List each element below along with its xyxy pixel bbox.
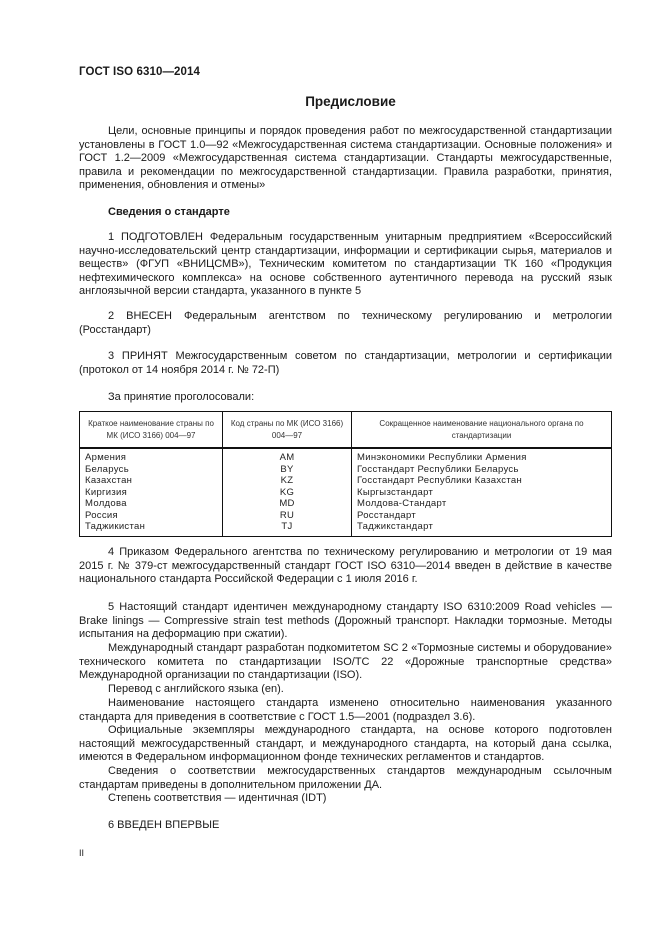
country-code: AM: [223, 448, 352, 464]
table-header-row: [80, 412, 612, 449]
item-6-paragraph: [79, 819, 612, 833]
item-5d-text: Официальные экземпляры международного стандарта, на основе которого подготовлен настоящий межгосударственный стандарт, и международного стандарта, на который дана ссылка, имеются в Федеральном информационном фонде технических регламентов и стандартов.: [79, 724, 612, 764]
vote-label: За принятие проголосовали:: [108, 391, 255, 403]
table-row: [80, 510, 612, 522]
item-5-text: 5 Настоящий стандарт идентичен международному стандарту ISO 6310:2009 Road vehicles — Brake linings — Compressive strain test methods (Дорожный транспорт. Накладки тормозные. Методы испытания на деформацию при сжатии).: [79, 601, 612, 641]
country-code: BY: [223, 464, 352, 476]
item-5a-text: Международный стандарт разработан подкомитетом SC 2 «Тормозные системы и оборудование» технического комитета по стандартизации ISO/TC 22 «Дорожные транспортные средства» Международной организации по стандартизации (ISO).: [79, 642, 612, 682]
table-row: [80, 448, 612, 464]
country-code: TJ: [223, 521, 352, 536]
intro-paragraph: [79, 125, 612, 193]
intro-text: Цели, основные принципы и порядок проведения работ по межгосударственной стандартизации установлены в ГОСТ 1.0—92 «Межгосударственная система стандартизации. Основные положения» и ГОСТ 1.2—2009 «Межгосударственная система стандартизации. Стандарты межгосударственные, правила и рекомендации по межгосударственной стандартизации. Правила разработки, принятия, применения, обновления и отмены»: [79, 125, 612, 192]
standards-body: Минэкономики Республики Армения: [352, 448, 612, 464]
item-3-paragraph: [79, 350, 612, 377]
item-5e-paragraph: [79, 765, 612, 792]
table-row: [80, 487, 612, 499]
item-4-text: 4 Приказом Федерального агентства по техническому регулированию и метрологии от 19 мая 2015 г. № 379-ст межгосударственный стандарт ГОСТ ISO 6310—2014 введен в действие в качестве национального стандарта Российской Федерации с 1 июля 2016 г.: [79, 546, 612, 586]
page-number: II: [79, 848, 85, 858]
standards-body: Госстандарт Республики Беларусь: [352, 464, 612, 476]
country-code: MD: [223, 498, 352, 510]
country-code: KG: [223, 487, 352, 499]
item-4-paragraph: [79, 546, 612, 587]
country-name: Таджикистан: [80, 521, 223, 536]
item-1-text: 1 ПОДГОТОВЛЕН Федеральным государственным унитарным предприятием «Всероссийский научно-исследовательский центр стандартизации, информации и сертификации сырья, материалов и веществ» (ФГУП «ВНИЦСМВ»), Техническим комитетом по стандартизации ТК 160 «Продукция нефтехимического комплекса» на основе собственного аутентичного перевода на русский язык англоязычной версии стандарта, указанного в пункте 5: [79, 231, 612, 298]
column-header-code: Код страны по МК (ИСО 3166) 004—97: [223, 412, 352, 449]
column-header-body: Сокращенное наименование национального органа по стандартизации: [352, 412, 612, 449]
item-1-paragraph: [79, 231, 612, 299]
section-heading: Сведения о стандарте: [108, 206, 230, 218]
item-5f-text: Степень соответствия — идентичная (IDT): [108, 792, 327, 804]
item-5f-paragraph: [79, 792, 612, 806]
country-name: Киргизия: [80, 487, 223, 499]
item-5a-paragraph: [79, 642, 612, 683]
item-6-text: 6 ВВЕДЕН ВПЕРВЫЕ: [108, 819, 220, 831]
table-row: [80, 475, 612, 487]
country-name: Молдова: [80, 498, 223, 510]
item-5d-paragraph: [79, 724, 612, 765]
item-5b-paragraph: [79, 683, 612, 697]
page-title: Предисловие: [305, 94, 396, 109]
country-name: Казахстан: [80, 475, 223, 487]
column-header-country: Краткое наименование страны по МК (ИСО 3166) 004—97: [80, 412, 223, 449]
item-5b-text: Перевод с английского языка (en).: [108, 683, 284, 695]
standards-body: Госстандарт Республики Казахстан: [352, 475, 612, 487]
item-5c-paragraph: [79, 697, 612, 724]
item-2-paragraph: [79, 310, 612, 337]
document-id-header: ГОСТ ISO 6310—2014: [79, 66, 201, 78]
table-row: [80, 521, 612, 536]
standards-body: Молдова-Стандарт: [352, 498, 612, 510]
table-row: [80, 498, 612, 510]
standards-body: Росстандарт: [352, 510, 612, 522]
country-name: Армения: [80, 448, 223, 464]
voting-countries-table: [79, 411, 612, 537]
country-code: RU: [223, 510, 352, 522]
item-5c-text: Наименование настоящего стандарта изменено относительно наименования указанного стандарта для приведения в соответствие с ГОСТ 1.5—2001 (подраздел 3.6).: [79, 697, 612, 723]
country-code: KZ: [223, 475, 352, 487]
item-3-text: 3 ПРИНЯТ Межгосударственным советом по стандартизации, метрологии и сертификации (протокол от 14 ноября 2014 г. № 72-П): [79, 350, 612, 376]
standards-body: Таджикстандарт: [352, 521, 612, 536]
standards-body: Кыргызстандарт: [352, 487, 612, 499]
item-5-paragraph: [79, 601, 612, 642]
country-name: Россия: [80, 510, 223, 522]
item-2-text: 2 ВНЕСЕН Федеральным агентством по техническому регулированию и метрологии (Росстандарт): [79, 310, 612, 336]
country-name: Беларусь: [80, 464, 223, 476]
table-row: [80, 464, 612, 476]
item-5e-text: Сведения о соответствии межгосударственных стандартов международным ссылочным стандартам приведены в дополнительном приложении ДА.: [79, 765, 612, 791]
